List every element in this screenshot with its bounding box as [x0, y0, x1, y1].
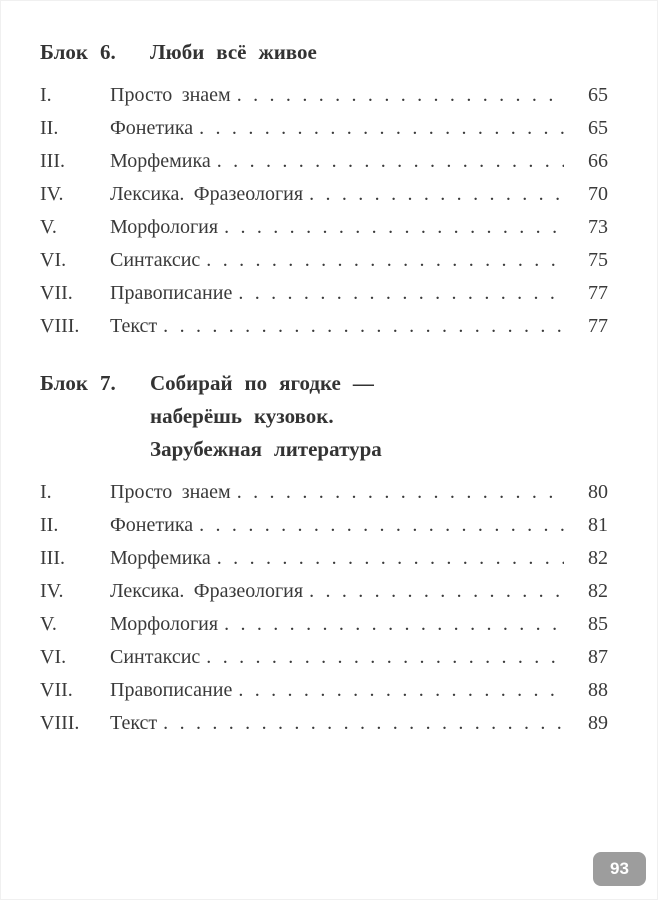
entry-page: 82 — [588, 580, 608, 602]
block-6-title-line: Люби всё живое — [150, 40, 317, 64]
entry-numeral: VII. — [40, 679, 73, 701]
dot-leader — [224, 608, 564, 641]
entry-numeral: VIII. — [40, 315, 80, 337]
block-7-title — [150, 367, 382, 466]
dot-leader — [309, 178, 564, 211]
entry-page: 82 — [588, 547, 608, 569]
entry-title: Синтаксис — [110, 249, 201, 271]
entry-title: Просто знаем — [110, 481, 231, 503]
block-6-heading — [40, 36, 608, 69]
entry-page: 73 — [588, 216, 608, 238]
entry-page: 77 — [588, 315, 608, 337]
block-7-entries — [40, 476, 608, 740]
entry-title: Морфология — [110, 613, 219, 635]
entry-title: Текст — [110, 712, 158, 734]
entry-title: Фонетика — [110, 117, 194, 139]
entry-numeral: VII. — [40, 282, 73, 304]
entry-page: 77 — [588, 282, 608, 304]
dot-leader — [163, 310, 564, 343]
entry-page: 65 — [588, 84, 608, 106]
entry-numeral: IV. — [40, 183, 64, 205]
toc-entry — [40, 476, 608, 509]
dot-leader — [217, 542, 564, 575]
dot-leader — [206, 244, 564, 277]
dot-leader — [163, 707, 564, 740]
entry-numeral: III. — [40, 150, 65, 172]
entry-page: 80 — [588, 481, 608, 503]
block-6-entries — [40, 79, 608, 343]
toc-entry — [40, 178, 608, 211]
toc-entry — [40, 145, 608, 178]
entry-numeral: V. — [40, 613, 57, 635]
toc-entry — [40, 310, 608, 343]
entry-page: 70 — [588, 183, 608, 205]
page-number-badge: 93 — [593, 852, 646, 886]
entry-numeral: VI. — [40, 646, 67, 668]
block-6-title — [150, 36, 317, 69]
entry-numeral: I. — [40, 84, 52, 106]
block-7-label: Блок 7. — [40, 371, 116, 395]
dot-leader — [224, 211, 564, 244]
entry-page: 89 — [588, 712, 608, 734]
entry-page: 85 — [588, 613, 608, 635]
dot-leader — [217, 145, 564, 178]
entry-numeral: VIII. — [40, 712, 80, 734]
dot-leader — [237, 476, 564, 509]
block-7-title-line: наберёшь кузовок. — [150, 404, 334, 428]
entry-title: Лексика. Фразеология — [110, 183, 304, 205]
entry-numeral: VI. — [40, 249, 67, 271]
block-7-title-line: Зарубежная литература — [150, 437, 382, 461]
toc-entry — [40, 641, 608, 674]
block-7-title-line: Собирай по ягодке — — [150, 371, 374, 395]
dot-leader — [238, 277, 564, 310]
toc-entry — [40, 277, 608, 310]
entry-numeral: I. — [40, 481, 52, 503]
entry-numeral: III. — [40, 547, 65, 569]
entry-title: Морфемика — [110, 547, 211, 569]
entry-page: 87 — [588, 646, 608, 668]
entry-title: Синтаксис — [110, 646, 201, 668]
dot-leader — [238, 674, 564, 707]
entry-numeral: IV. — [40, 580, 64, 602]
entry-numeral: II. — [40, 514, 59, 536]
block-7-heading — [40, 367, 608, 466]
entry-title: Правописание — [110, 679, 233, 701]
toc-entry — [40, 575, 608, 608]
toc-entry — [40, 244, 608, 277]
toc-entry — [40, 509, 608, 542]
block-6-label: Блок 6. — [40, 40, 116, 64]
toc-entry — [40, 674, 608, 707]
entry-page: 81 — [588, 514, 608, 536]
dot-leader — [309, 575, 564, 608]
entry-numeral: II. — [40, 117, 59, 139]
toc-entry — [40, 707, 608, 740]
entry-title: Лексика. Фразеология — [110, 580, 304, 602]
entry-title: Текст — [110, 315, 158, 337]
entry-title: Морфология — [110, 216, 219, 238]
entry-title: Просто знаем — [110, 84, 231, 106]
entry-page: 66 — [588, 150, 608, 172]
entry-title: Морфемика — [110, 150, 211, 172]
entry-page: 88 — [588, 679, 608, 701]
dot-leader — [199, 509, 564, 542]
dot-leader — [199, 112, 564, 145]
toc-entry — [40, 79, 608, 112]
toc-entry — [40, 542, 608, 575]
toc-entry — [40, 112, 608, 145]
entry-title: Фонетика — [110, 514, 194, 536]
toc-entry — [40, 608, 608, 641]
entry-title: Правописание — [110, 282, 233, 304]
toc-entry — [40, 211, 608, 244]
entry-page: 75 — [588, 249, 608, 271]
dot-leader — [206, 641, 564, 674]
entry-numeral: V. — [40, 216, 57, 238]
dot-leader — [237, 79, 564, 112]
entry-page: 65 — [588, 117, 608, 139]
